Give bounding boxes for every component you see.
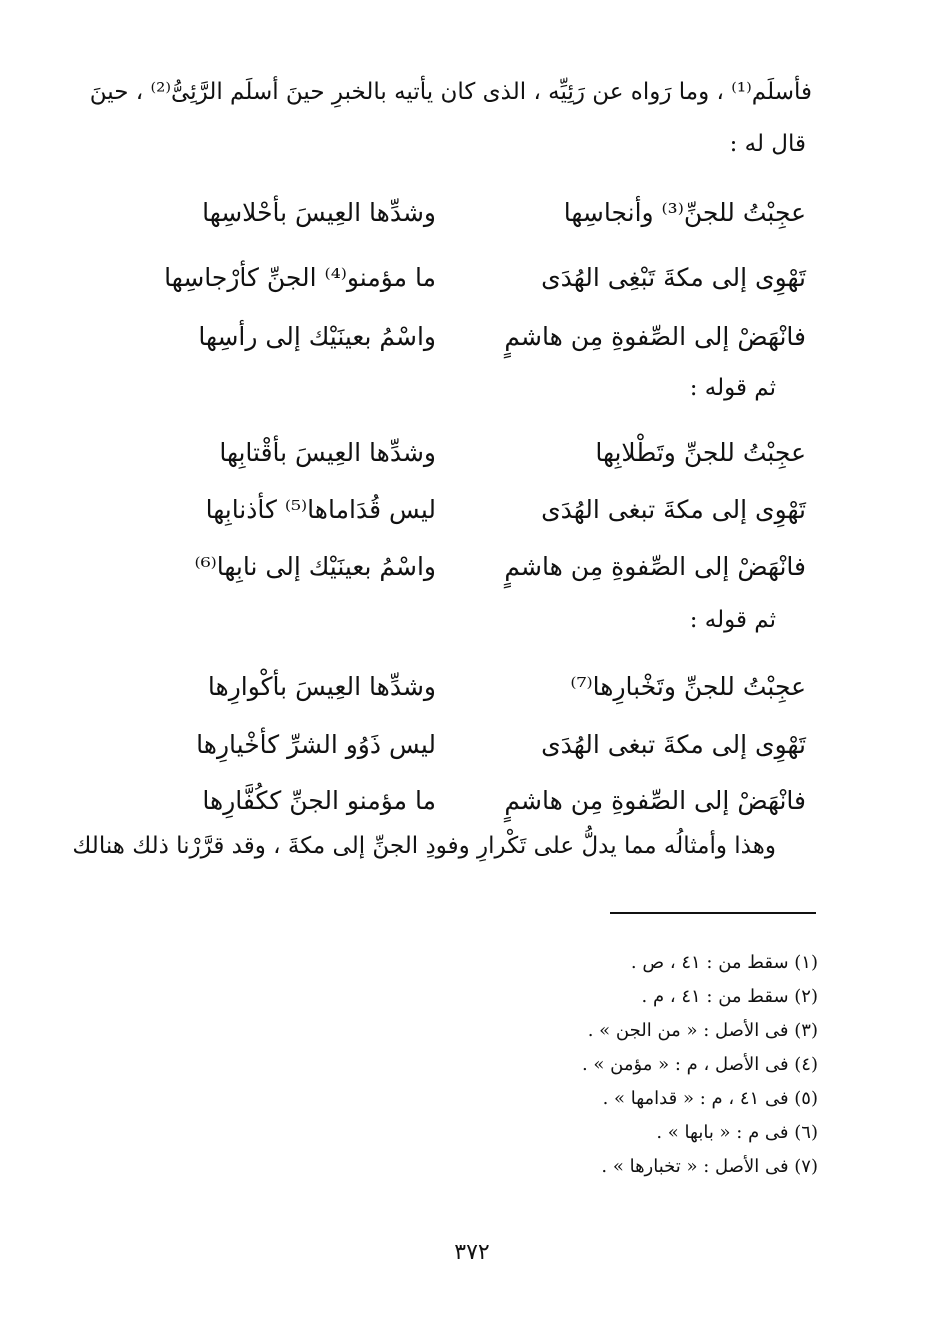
footnote-divider — [610, 912, 816, 914]
verse-row — [106, 190, 806, 236]
footnote: (٤) فى الأصل ، م : « مؤمن » . — [581, 1054, 818, 1075]
verse-row — [106, 722, 806, 768]
verse-row — [106, 664, 806, 710]
verse-second-hemistich: واسْمُ بعينَيْك إلى نابِها⁽⁶⁾ — [194, 552, 436, 581]
verse-second-hemistich: وشدِّها العِيسَ بأحْلاسِها — [202, 198, 436, 227]
verse-first-hemistich: فانْهَضْ إلى الصِّفوةِ مِن هاشمٍ — [504, 322, 806, 351]
verse-row — [106, 430, 806, 476]
verse-row — [106, 255, 806, 301]
stanza-heading: ثم قوله : — [689, 607, 776, 633]
verse-first-hemistich: تَهْوِى إلى مكةَ تبغى الهُدَى — [541, 495, 806, 524]
verse-second-hemistich: ما مؤمنو الجنِّ ككُفَّارِها — [202, 786, 436, 815]
verse-second-hemistich: ما مؤمنو⁽⁴⁾ الجنِّ كأرْجاسِها — [164, 263, 436, 292]
verse-first-hemistich: عجِبْتُ للجنِّ وتَطْلابِها — [595, 438, 806, 467]
verse-second-hemistich: ليس قُدَاماها⁽⁵⁾ كأذنابِها — [205, 495, 436, 524]
footnote: (٣) فى الأصل : « من الجن » . — [587, 1020, 818, 1041]
intro-line-2: قال له : — [729, 131, 806, 157]
page-number: ٣٧٢ — [454, 1240, 490, 1265]
footnote: (٦) فى م : « بابها » . — [656, 1122, 818, 1143]
verse-second-hemistich: ليس ذَوُو الشرِّ كأخْيارِها — [196, 730, 436, 759]
closing-paragraph: وهذا وأمثالُه مما يدلُّ على تَكْرارِ وفودِ الجنِّ إلى مكةَ ، وقد قرَّرْنا ذلك هنالك — [72, 833, 776, 859]
verse-second-hemistich: وشدِّها العِيسَ بأكْوارِها — [207, 672, 436, 701]
footnote: (٢) سقط من : ٤١ ، م . — [641, 986, 818, 1007]
verse-second-hemistich: وشدِّها العِيسَ بأقْتابِها — [219, 438, 436, 467]
footnotes — [498, 946, 818, 1184]
verse-row — [106, 544, 806, 590]
verse-row — [106, 487, 806, 533]
verse-row — [106, 778, 806, 824]
verse-second-hemistich: واسْمُ بعينَيْك إلى رأسِها — [198, 322, 436, 351]
verse-first-hemistich: تَهْوِى إلى مكةَ تبغى الهُدَى — [541, 730, 806, 759]
verse-first-hemistich: عجِبْتُ للجنِّ⁽³⁾ وأنجاسِها — [563, 198, 806, 227]
footnote: (٥) فى ٤١ ، م : « قدامها » . — [602, 1088, 818, 1109]
footnote: (١) سقط من : ٤١ ، ص . — [630, 952, 818, 973]
verse-row — [106, 314, 806, 360]
intro-line-1: فأسلَم⁽¹⁾ ، وما رَواه عن رَئِيِّه ، الذى كان يأتيه بالخبرِ حينَ أسلَم الرَّئِىُّ⁽²⁾ ، حينَ — [89, 79, 812, 105]
verse-first-hemistich: فانْهَضْ إلى الصِّفوةِ مِن هاشمٍ — [504, 786, 806, 815]
verse-first-hemistich: فانْهَضْ إلى الصِّفوةِ مِن هاشمٍ — [504, 552, 806, 581]
footnote: (٧) فى الأصل : « تخبارها » . — [601, 1156, 818, 1177]
stanza-heading: ثم قوله : — [689, 375, 776, 401]
verse-first-hemistich: عجِبْتُ للجنِّ وتَخْبارِها⁽⁷⁾ — [570, 672, 806, 701]
verse-first-hemistich: تَهْوِى إلى مكةَ تَبْغِى الهُدَى — [541, 263, 806, 292]
